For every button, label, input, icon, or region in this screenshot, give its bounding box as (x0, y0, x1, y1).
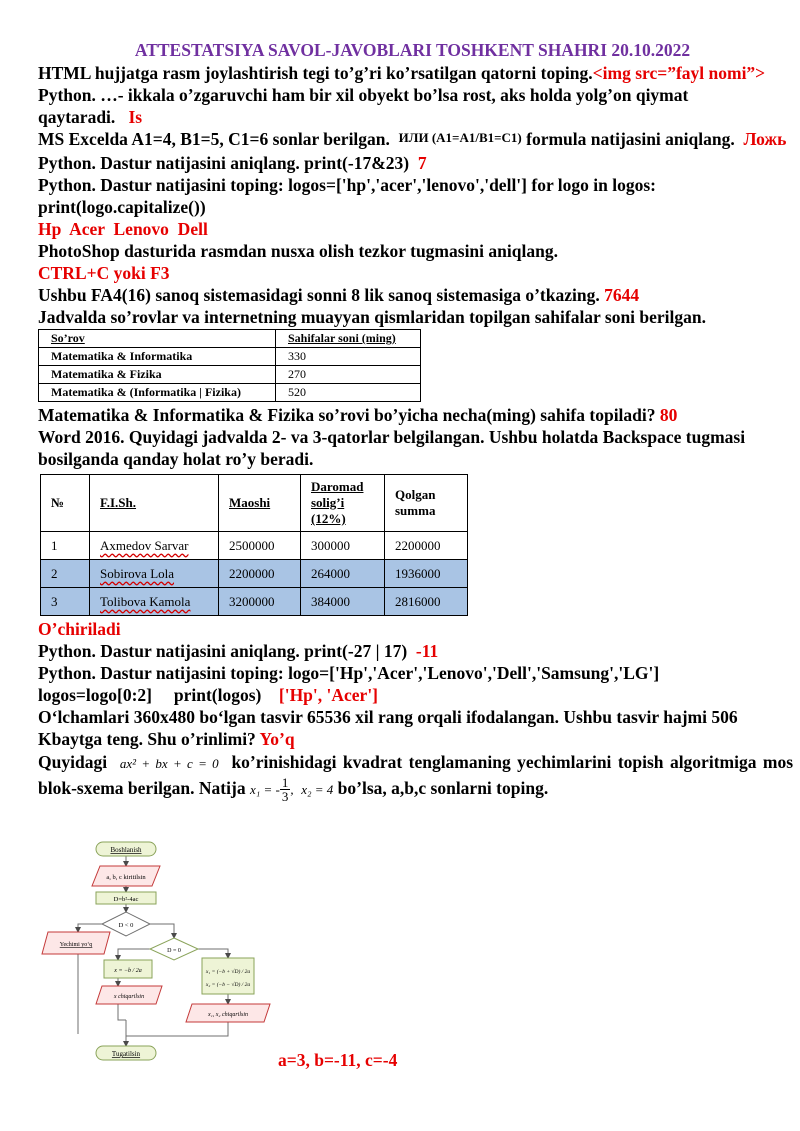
table-cell: 3200000 (219, 588, 301, 616)
table-row-selected (41, 560, 468, 588)
table-cell: 264000 (301, 560, 385, 588)
root-x2: x₂ = 4 (301, 782, 334, 797)
question-10: Python. Dastur natijasini aniqlang. print(-27 | 17) -11 (38, 641, 439, 661)
answer-9: O’chiriladi (38, 619, 121, 639)
question-9: Word 2016. Quyidagi jadvalda 2- va 3-qatorlar belgilangan. Ushbu holatda Backspace tugmasi bosilganda qanday holat ro’y beradi. (38, 427, 746, 469)
table-cell: 520 (276, 384, 421, 402)
search-results-table (38, 329, 421, 402)
flow-input-label: a, b, c kiritilsin (106, 874, 146, 881)
question-13: Quyidagi ax² + bx + c = 0 ko’rinishidagi kvadrat tenglamaning yechimlarini topish algoritmiga mos blok-sxema berilgan. Natija x₁ = - $\frac{1}{3}$ , x₂ = 4 bo’lsa, a,b,c sonlarni toping. (38, 752, 794, 805)
table-header-cell: № (41, 475, 90, 532)
table-row-selected (41, 588, 468, 616)
answer-1: <img src=”fayl nomi”> (592, 63, 766, 83)
answer-11: ['Hp', 'Acer'] (278, 685, 379, 705)
question-7: Ushbu FA4(16) sanoq sistemasidagi sonni 8 lik sanoq sistemasiga o’tkazing. 7644 (38, 285, 640, 305)
table-header-cell: Sahifalar soni (ming) (276, 330, 421, 348)
document-page (38, 38, 793, 803)
excel-formula: ИЛИ (A1=A1/B1=C1) (398, 130, 522, 145)
flow-x1-label: x₁ = (−b + √D) / 2a (205, 969, 251, 975)
question-5: Python. Dastur natijasini toping: logos=['hp','acer','lenovo','dell'] for logo in logos: print(logo.capitalize()) Hp Acer Lenovo Dell (38, 174, 793, 240)
flow-x2-label: x₂ = (−b − √D) / 2a (205, 982, 251, 988)
root-x1: x₁ = - (249, 782, 280, 797)
question-8-question: Matematika & Informatika & Fizika so’rovi bo’yicha necha(ming) sahifa topiladi? 80 (38, 405, 678, 425)
question-11: Python. Dastur natijasini toping: logo=['Hp','Acer','Lenovo','Dell','Samsung','LG'] logos=logo[0:2] print(logos) ['Hp', 'Acer'] (38, 663, 660, 705)
question-6: PhotoShop dasturida rasmdan nusxa olish tezkor tugmasini aniqlang. CTRL+C yoki F3 (38, 240, 793, 284)
table-row (41, 532, 468, 560)
answer-2: Is (128, 107, 143, 127)
table-cell: 300000 (301, 532, 385, 560)
flow-disc-label: D=b²-4ac (113, 896, 139, 903)
question-4: Python. Dastur natijasini aniqlang. print(-17&23) 7 (38, 153, 427, 173)
question-3: MS Excelda A1=4, B1=5, C1=6 sonlar berilgan. ИЛИ (A1=A1/B1=C1) formula natijasini aniqlang. Ложь (38, 129, 787, 149)
answer-7: 7644 (604, 285, 640, 305)
table-cell: 2 (41, 560, 90, 588)
question-12: O‘lchamlari 360x480 bo‘lgan tasvir 65536 xil rang orqali ifodalangan. Ushbu tasvir hajmi 506 Kbaytga teng. Shu o’rinlimi? Yo’q (38, 707, 738, 749)
table-cell: Sobirova Lola (90, 560, 219, 588)
answer-4: 7 (417, 153, 427, 173)
table-cell: 2200000 (385, 532, 468, 560)
table-row (39, 348, 421, 366)
question-2: Python. …- ikkala o’zgaruvchi ham bir xil obyekt bo’lsa rost, aks holda yolg’on qiymat qaytaradi. Is (38, 85, 689, 127)
table-cell: Axmedov Sarvar (90, 532, 219, 560)
flow-double-out-label: x₁, x₂ chiqarilsin (208, 1012, 248, 1018)
answer-13: a=3, b=-11, c=-4 (278, 1050, 398, 1070)
table-cell: 1936000 (385, 560, 468, 588)
flowchart (38, 836, 288, 1068)
flow-no-solution-label: Yechimi yo‘q (59, 942, 93, 948)
table-cell: Matematika & Informatika (39, 348, 276, 366)
flow-end-label: Tugatilsin (111, 1050, 141, 1058)
table-row (39, 384, 421, 402)
table-cell: Matematika & Fizika (39, 366, 276, 384)
table-row (39, 366, 421, 384)
salary-table (40, 474, 468, 616)
table-cell: 270 (276, 366, 421, 384)
table-cell: 2500000 (219, 532, 301, 560)
table-header-row (39, 330, 421, 348)
question-8: Jadvalda so’rovlar va internetning muayyan qismlaridan topilgan sahifalar soni berilgan. (38, 307, 707, 327)
answer-12: Yo’q (259, 729, 295, 749)
page-title: ATTESTATSIYA SAVOL-JAVOBLARI TOSHKENT SHAHRI 20.10.2022 (134, 40, 691, 60)
table-cell: 330 (276, 348, 421, 366)
flow-cond1-label: D < 0 (118, 922, 134, 929)
answer-6: CTRL+C yoki F3 (38, 263, 170, 283)
table-header-row (41, 475, 468, 532)
flow-single-out-label: x chiqarilsin (113, 994, 145, 1000)
table-header-cell: F.I.Sh. (90, 475, 219, 532)
table-cell: 2816000 (385, 588, 468, 616)
fraction: $\frac{1}{3}$ (281, 775, 289, 805)
table-header-cell: Qolgan summa (385, 475, 468, 532)
answer-3: Ложь (743, 129, 787, 149)
answer-5: Hp Acer Lenovo Dell (38, 219, 208, 239)
question-1: HTML hujjatga rasm joylashtirish tegi to’g’ri ko’rsatilgan qatorni toping.<img src=”fayl nomi”> (38, 63, 766, 83)
flow-cond2-label: D = 0 (167, 948, 181, 954)
table-cell: Matematika & (Informatika | Fizika) (39, 384, 276, 402)
table-header-cell: Maoshi (219, 475, 301, 532)
flow-single-root-label: x = −b / 2a (114, 968, 142, 974)
flow-start-label: Boshlanish (110, 846, 142, 854)
answer-8: 80 (659, 405, 678, 425)
table-cell: Tolibova Kamola (90, 588, 219, 616)
table-cell: 2200000 (219, 560, 301, 588)
table-cell: 3 (41, 588, 90, 616)
table-cell: 384000 (301, 588, 385, 616)
table-header-cell: Daromad solig’i (12%) (301, 475, 385, 532)
table-cell: 1 (41, 532, 90, 560)
flow-two-roots (202, 958, 254, 994)
answer-10: -11 (415, 641, 439, 661)
table-header-cell: So’rov (39, 330, 276, 348)
quadratic-equation: ax² + bx + c = 0 (119, 756, 219, 771)
